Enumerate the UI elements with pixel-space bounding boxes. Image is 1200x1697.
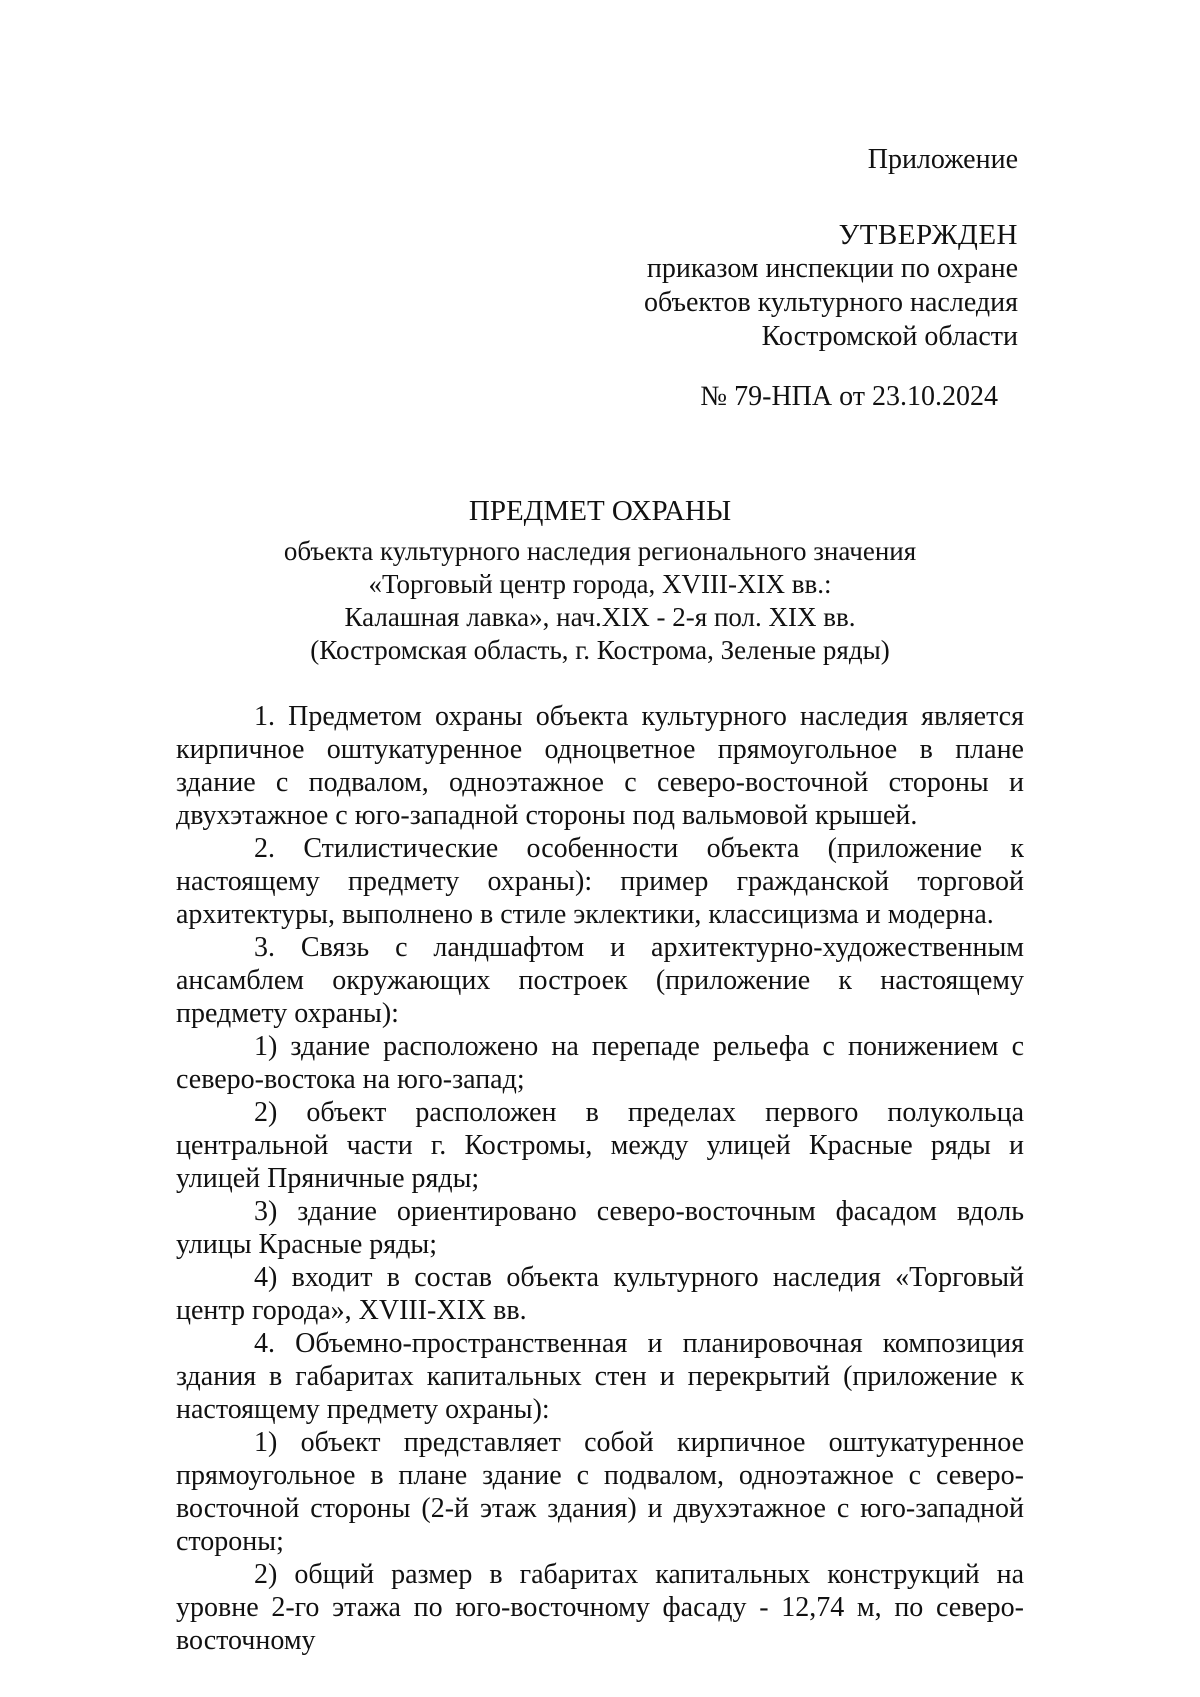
title-subline: Калашная лавка», нач.XIX - 2-я пол. XIX вв. <box>344 602 856 632</box>
approved-by-line: Костромской области <box>761 321 1018 352</box>
paragraph-3-item-2: 2) объект расположен в пределах первого полукольца центральной части г. Костромы, между улицей Красные ряды и улицей Пряничные ряды; <box>176 1097 1024 1194</box>
title-subline: (Костромская область, г. Кострома, Зеленые ряды) <box>310 635 890 665</box>
order-number: № 79-НПА от 23.10.2024 <box>700 381 998 412</box>
paragraph-3-item-4: 4) входит в состав объекта культурного наследия «Торговый центр города», XVIII-XIX вв. <box>176 1262 1024 1326</box>
paragraph-3: 3. Связь с ландшафтом и архитектурно-художественным ансамблем окружающих построек (приложение к настоящему предмету охраны): <box>176 932 1024 1029</box>
document-body <box>176 700 1024 1657</box>
paragraph-3-item-3: 3) здание ориентировано северо-восточным фасадом вдоль улицы Красные ряды; <box>176 1196 1024 1260</box>
title-subline: «Торговый центр города, XVIII-XIX вв.: <box>368 569 832 599</box>
approved-by-line: приказом инспекции по охране <box>646 253 1018 284</box>
approved-by-line: объектов культурного наследия <box>643 287 1018 318</box>
paragraph-2: 2. Стилистические особенности объекта (приложение к настоящему предмету охраны): пример гражданской торговой архитектуры, выполнено в стиле эклектики, классицизма и модерна. <box>176 833 1024 930</box>
document-title: ПРЕДМЕТ ОХРАНЫ <box>468 495 732 527</box>
paragraph-4-item-2: 2) общий размер в габаритах капитальных конструкций на уровне 2-го этажа по юго-восточному фасаду - 12,74 м, по северо-восточному <box>176 1559 1024 1656</box>
approved-title: УТВЕРЖДЕН <box>838 219 1018 251</box>
appendix-label: Приложение <box>867 144 1018 175</box>
paragraph-4: 4. Объемно-пространственная и планировочная композиция здания в габаритах капитальных стен и перекрытий (приложение к настоящему предмету охраны): <box>176 1328 1024 1425</box>
title-subline: объекта культурного наследия регионального значения <box>283 536 917 566</box>
paragraph-1: 1. Предметом охраны объекта культурного наследия является кирпичное оштукатуренное одноцветное прямоугольное в плане здание с подвалом, одноэтажное с северо-восточной стороны и двухэтажное с юго-западной стороны под вальмовой крышей. <box>176 701 1024 831</box>
paragraph-3-item-1: 1) здание расположено на перепаде рельефа с понижением с северо-востока на юго-запад; <box>176 1031 1024 1095</box>
paragraph-4-item-1: 1) объект представляет собой кирпичное оштукатуренное прямоугольное в плане здание с подвалом, одноэтажное с северо-восточной стороны (2-й этаж здания) и двухэтажное с юго-западной стороны; <box>176 1427 1024 1557</box>
